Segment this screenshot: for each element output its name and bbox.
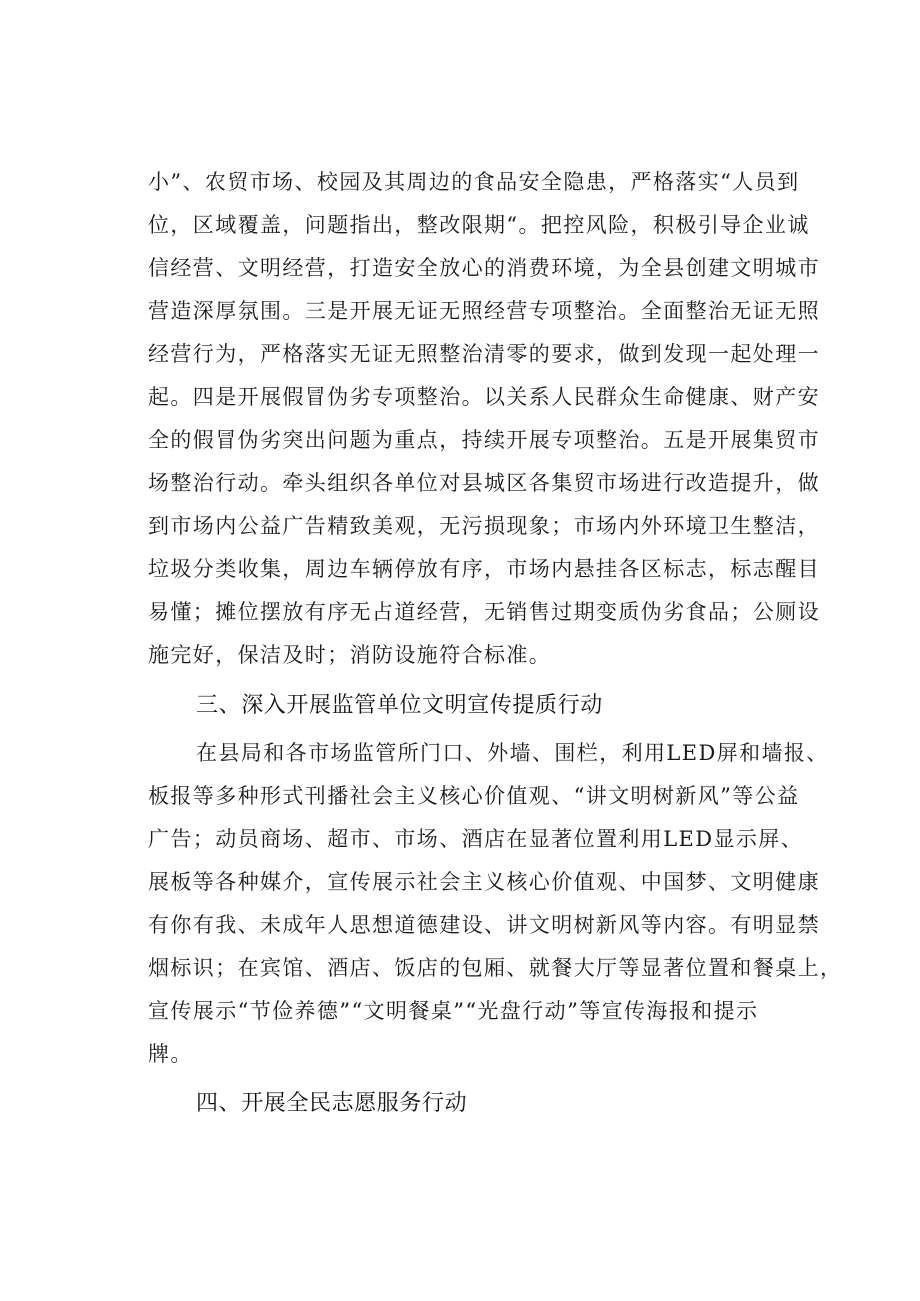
text-line: 全的假冒伪劣突出问题为重点，持续开展专项整治。五是开展集贸市 <box>148 428 820 452</box>
text-line: 信经营、文明经营，打造安全放心的消费环境，为全县创建文明城市 <box>148 256 820 280</box>
text-line: 展板等各种媒介，宣传展示社会主义核心价值观、中国梦、文明健康 <box>148 870 820 894</box>
text-line: 经营行为，严格落实无证无照整治清零的要求，做到发现一起处理一 <box>148 342 820 366</box>
section-heading: 三、深入开展监管单位文明宣传提质行动 <box>196 693 603 718</box>
section-heading: 四、开展全民志愿服务行动 <box>196 1091 468 1116</box>
text-line: 小”、农贸市场、校园及其周边的食品安全隐患，严格落实“人员到 <box>148 170 800 194</box>
text-line: 板报等多种形式刊播社会主义核心价值观、“讲文明树新风”等公益 <box>148 784 800 808</box>
text-line: 广告；动员商场、超市、市场、酒店在显著位置利用LED显示屏、 <box>148 827 804 851</box>
text-line: 牌。 <box>148 1042 193 1066</box>
text-line: 到市场内公益广告精致美观，无污损现象；市场内外环境卫生整洁， <box>148 514 820 538</box>
text-line: 位，区域覆盖，问题指出，整改限期“。把控风险，积极引导企业诚 <box>148 213 810 237</box>
text-line: 场整治行动。牵头组织各单位对县城区各集贸市场进行改造提升，做 <box>148 471 820 495</box>
text-line: 有你有我、未成年人思想道德建设、讲文明树新风等内容。有明显禁 <box>148 913 820 937</box>
text-line: 起。四是开展假冒伪劣专项整治。以关系人民群众生命健康、财产安 <box>148 385 820 409</box>
text-line: 垃圾分类收集，周边车辆停放有序，市场内悬挂各区标志，标志醒目 <box>148 557 820 581</box>
text-line: 宣传展示“节俭养德”“文明餐桌”“光盘行动”等宣传海报和提示 <box>148 999 759 1023</box>
text-line: 烟标识；在宾馆、酒店、饭店的包厢、就餐大厅等显著位置和餐桌上， <box>148 956 843 980</box>
text-line: 易懂；摊位摆放有序无占道经营，无销售过期变质伪劣食品；公厕设 <box>148 600 820 624</box>
text-line: 施完好，保洁及时；消防设施符合标准。 <box>148 643 552 667</box>
text-line: 在县局和各市场监管所门口、外墙、围栏，利用LED屏和墙报、 <box>196 741 829 765</box>
text-line: 营造深厚氛围。三是开展无证无照经营专项整治。全面整治无证无照 <box>148 299 820 323</box>
